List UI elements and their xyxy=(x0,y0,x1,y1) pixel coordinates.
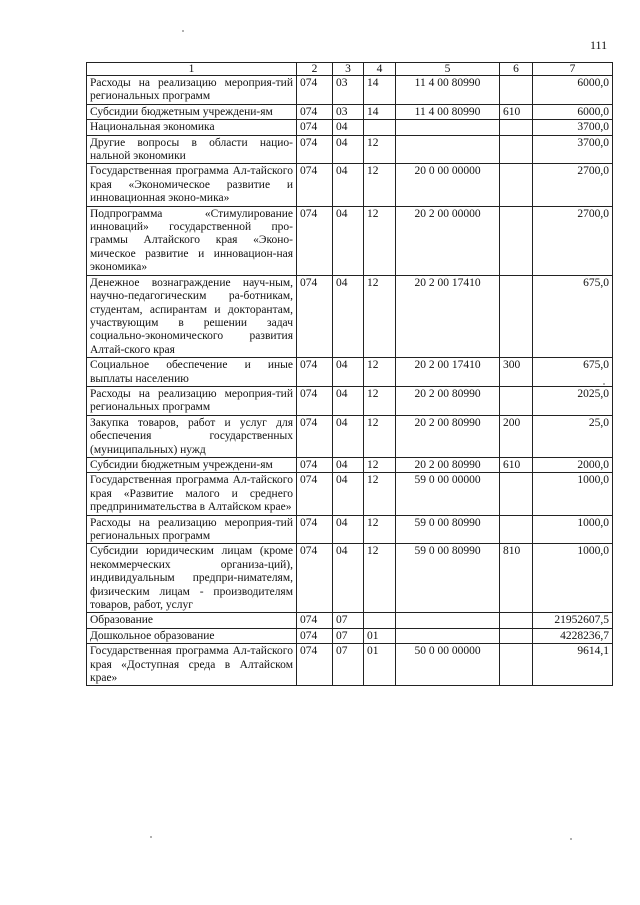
row-subsection: 01 xyxy=(364,628,396,643)
row-amount: 2025,0 xyxy=(533,386,613,415)
row-admin-code: 074 xyxy=(297,120,333,135)
row-target-article: 20 0 00 00000 xyxy=(396,164,500,206)
row-target-article: 50 0 00 00000 xyxy=(396,644,500,686)
table-row xyxy=(87,164,613,206)
row-admin-code: 074 xyxy=(297,415,333,457)
row-name: Государственная программа Ал-тайского края «Экономическое развитие и инновационная эконо-мика» xyxy=(87,164,297,206)
row-target-article xyxy=(396,135,500,164)
row-section: 04 xyxy=(333,135,364,164)
header-cell: 6 xyxy=(500,63,533,76)
row-expense-type xyxy=(500,644,533,686)
row-name: Расходы на реализацию мероприя-тий региональных программ xyxy=(87,76,297,105)
row-name: Подпрограмма «Стимулирование инноваций» государственной про-граммы Алтайского края «Эконо-мическое развитие и инновацион-ная экономика» xyxy=(87,206,297,275)
table-row xyxy=(87,457,613,472)
table-row xyxy=(87,206,613,275)
page-number: 111 xyxy=(590,38,608,52)
table-row xyxy=(87,613,613,628)
row-target-article: 20 2 00 80990 xyxy=(396,457,500,472)
row-name: Субсидии бюджетным учреждени-ям xyxy=(87,457,297,472)
row-name: Национальная экономика xyxy=(87,120,297,135)
row-target-article: 20 2 00 00000 xyxy=(396,206,500,275)
row-amount: 1000,0 xyxy=(533,544,613,613)
row-amount: 21952607,5 xyxy=(533,613,613,628)
table-row xyxy=(87,386,613,415)
row-amount: 675,0 xyxy=(533,358,613,387)
row-subsection: 14 xyxy=(364,104,396,119)
table-row xyxy=(87,104,613,119)
row-subsection: 12 xyxy=(364,275,396,357)
row-expense-type xyxy=(500,613,533,628)
row-amount: 6000,0 xyxy=(533,76,613,105)
table-row xyxy=(87,473,613,515)
row-expense-type: 810 xyxy=(500,544,533,613)
row-name: Субсидии бюджетным учреждени-ям xyxy=(87,104,297,119)
row-admin-code: 074 xyxy=(297,206,333,275)
row-target-article: 20 2 00 17410 xyxy=(396,358,500,387)
row-admin-code: 074 xyxy=(297,473,333,515)
row-expense-type xyxy=(500,76,533,105)
row-target-article xyxy=(396,613,500,628)
row-target-article: 11 4 00 80990 xyxy=(396,104,500,119)
row-target-article: 59 0 00 80990 xyxy=(396,515,500,544)
row-section: 03 xyxy=(333,104,364,119)
row-amount: 2700,0 xyxy=(533,206,613,275)
row-admin-code: 074 xyxy=(297,457,333,472)
row-expense-type xyxy=(500,164,533,206)
row-amount: 2700,0 xyxy=(533,164,613,206)
scan-speck xyxy=(603,383,605,385)
row-target-article xyxy=(396,628,500,643)
table-header-row xyxy=(87,63,613,76)
row-amount: 25,0 xyxy=(533,415,613,457)
row-subsection: 12 xyxy=(364,457,396,472)
table-row xyxy=(87,120,613,135)
row-name: Субсидии юридическим лицам (кроме некоммерческих организа-ций), индивидуальным предпри-нимателям, физическим лицам - производителям товаров, работ, услуг xyxy=(87,544,297,613)
row-name: Расходы на реализацию мероприя-тий региональных программ xyxy=(87,515,297,544)
row-section: 04 xyxy=(333,544,364,613)
row-expense-type: 200 xyxy=(500,415,533,457)
row-amount: 4228236,7 xyxy=(533,628,613,643)
row-target-article: 20 2 00 17410 xyxy=(396,275,500,357)
row-admin-code: 074 xyxy=(297,544,333,613)
row-section: 07 xyxy=(333,628,364,643)
row-amount: 1000,0 xyxy=(533,473,613,515)
row-admin-code: 074 xyxy=(297,76,333,105)
row-amount: 675,0 xyxy=(533,275,613,357)
row-name: Денежное вознаграждение науч-ным, научно-педагогическим ра-ботникам, студентам, аспирантам и докторантам, участвующим в решении задач социально-экономического развития Алтай-ского края xyxy=(87,275,297,357)
row-section: 04 xyxy=(333,164,364,206)
header-cell: 3 xyxy=(333,63,364,76)
row-subsection: 12 xyxy=(364,358,396,387)
row-section: 04 xyxy=(333,275,364,357)
row-section: 07 xyxy=(333,644,364,686)
row-admin-code: 074 xyxy=(297,275,333,357)
row-name: Образование xyxy=(87,613,297,628)
row-subsection: 12 xyxy=(364,473,396,515)
row-section: 04 xyxy=(333,386,364,415)
header-cell: 5 xyxy=(396,63,500,76)
table-row xyxy=(87,135,613,164)
table-row xyxy=(87,275,613,357)
scan-speck xyxy=(150,836,152,838)
row-section: 04 xyxy=(333,473,364,515)
table-row xyxy=(87,415,613,457)
row-expense-type xyxy=(500,473,533,515)
row-section: 04 xyxy=(333,415,364,457)
row-subsection: 12 xyxy=(364,515,396,544)
row-target-article: 59 0 00 80990 xyxy=(396,544,500,613)
row-subsection: 12 xyxy=(364,206,396,275)
table-row xyxy=(87,76,613,105)
table-row xyxy=(87,544,613,613)
row-expense-type: 300 xyxy=(500,358,533,387)
row-admin-code: 074 xyxy=(297,515,333,544)
row-subsection: 12 xyxy=(364,386,396,415)
row-expense-type xyxy=(500,206,533,275)
row-target-article: 59 0 00 00000 xyxy=(396,473,500,515)
row-target-article xyxy=(396,120,500,135)
row-section: 04 xyxy=(333,457,364,472)
row-expense-type xyxy=(500,120,533,135)
table-row xyxy=(87,358,613,387)
row-subsection: 12 xyxy=(364,415,396,457)
row-name: Государственная программа Ал-тайского края «Доступная среда в Алтайском крае» xyxy=(87,644,297,686)
row-amount: 2000,0 xyxy=(533,457,613,472)
row-subsection xyxy=(364,613,396,628)
row-admin-code: 074 xyxy=(297,135,333,164)
row-subsection: 14 xyxy=(364,76,396,105)
row-expense-type xyxy=(500,135,533,164)
table-row xyxy=(87,644,613,686)
table-row xyxy=(87,628,613,643)
row-expense-type xyxy=(500,628,533,643)
row-name: Дошкольное образование xyxy=(87,628,297,643)
row-admin-code: 074 xyxy=(297,628,333,643)
row-amount: 3700,0 xyxy=(533,135,613,164)
row-section: 04 xyxy=(333,515,364,544)
row-admin-code: 074 xyxy=(297,104,333,119)
row-target-article: 20 2 00 80990 xyxy=(396,386,500,415)
row-admin-code: 074 xyxy=(297,644,333,686)
header-cell: 2 xyxy=(297,63,333,76)
row-amount: 6000,0 xyxy=(533,104,613,119)
row-expense-type xyxy=(500,515,533,544)
header-cell: 4 xyxy=(364,63,396,76)
row-section: 04 xyxy=(333,206,364,275)
row-subsection: 12 xyxy=(364,135,396,164)
row-admin-code: 074 xyxy=(297,613,333,628)
row-name: Другие вопросы в области нацио-нальной экономики xyxy=(87,135,297,164)
scan-speck xyxy=(570,838,572,840)
row-amount: 1000,0 xyxy=(533,515,613,544)
header-cell: 1 xyxy=(87,63,297,76)
row-subsection: 12 xyxy=(364,164,396,206)
row-section: 03 xyxy=(333,76,364,105)
header-cell: 7 xyxy=(533,63,613,76)
row-section: 07 xyxy=(333,613,364,628)
row-expense-type: 610 xyxy=(500,104,533,119)
row-name: Государственная программа Ал-тайского края «Развитие малого и среднего предпринимательства в Алтайском крае» xyxy=(87,473,297,515)
row-target-article: 20 2 00 80990 xyxy=(396,415,500,457)
row-amount: 9614,1 xyxy=(533,644,613,686)
budget-table xyxy=(86,62,613,686)
row-section: 04 xyxy=(333,358,364,387)
row-expense-type: 610 xyxy=(500,457,533,472)
row-expense-type xyxy=(500,386,533,415)
row-subsection xyxy=(364,120,396,135)
row-admin-code: 074 xyxy=(297,386,333,415)
scan-speck xyxy=(182,30,184,32)
row-name: Расходы на реализацию мероприя-тий региональных программ xyxy=(87,386,297,415)
table-row xyxy=(87,515,613,544)
row-admin-code: 074 xyxy=(297,358,333,387)
row-name: Закупка товаров, работ и услуг для обеспечения государственных (муниципальных) нужд xyxy=(87,415,297,457)
row-subsection: 12 xyxy=(364,544,396,613)
row-target-article: 11 4 00 80990 xyxy=(396,76,500,105)
row-expense-type xyxy=(500,275,533,357)
row-name: Социальное обеспечение и иные выплаты населению xyxy=(87,358,297,387)
row-section: 04 xyxy=(333,120,364,135)
row-admin-code: 074 xyxy=(297,164,333,206)
row-amount: 3700,0 xyxy=(533,120,613,135)
row-subsection: 01 xyxy=(364,644,396,686)
